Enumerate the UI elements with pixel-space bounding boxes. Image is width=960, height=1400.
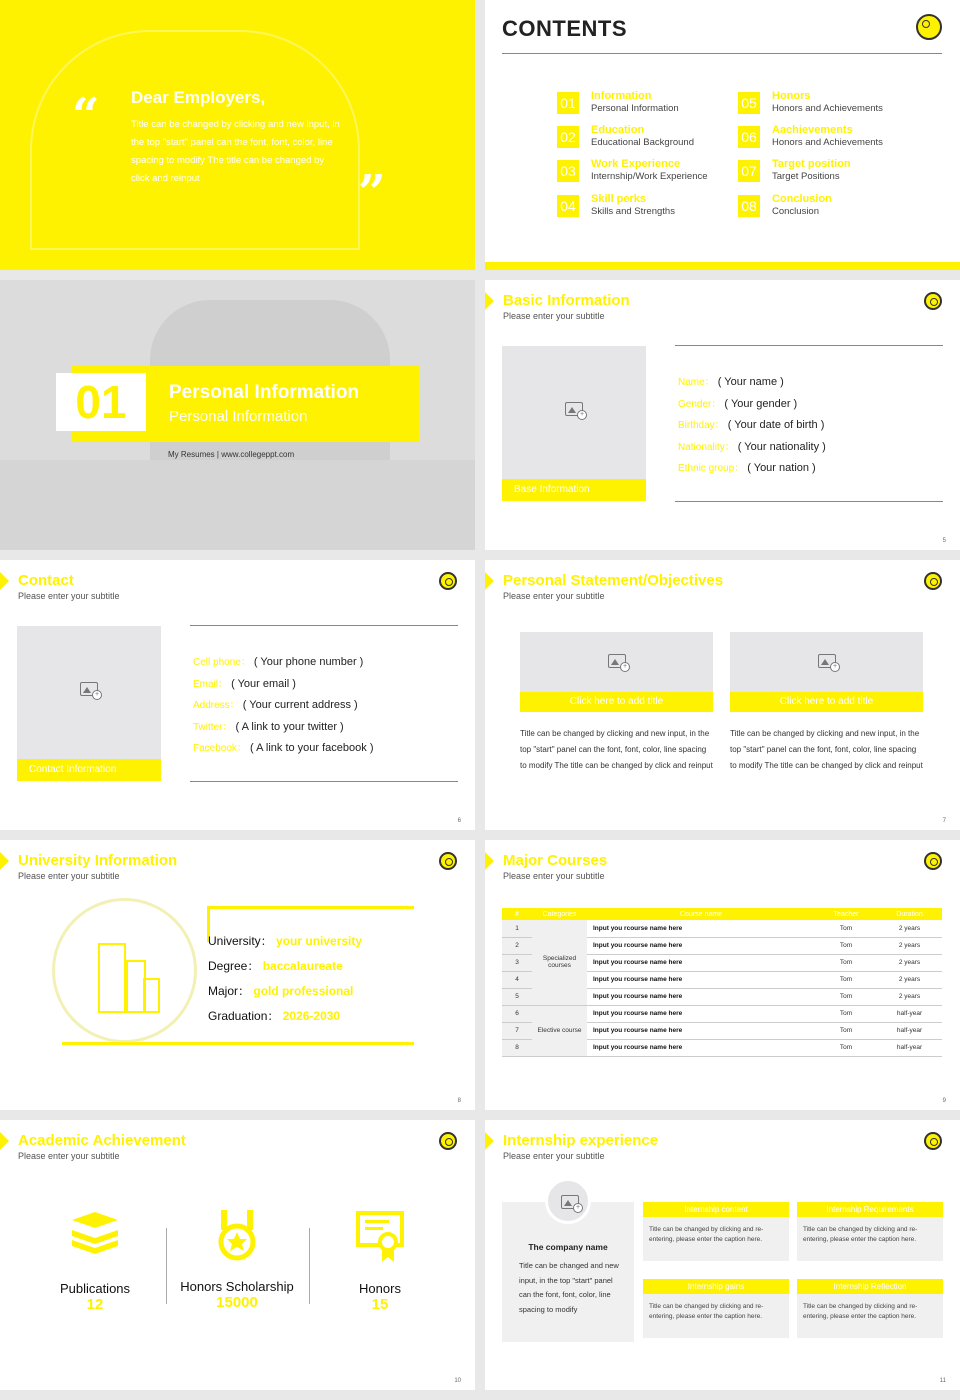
slide-title: Contact — [18, 572, 74, 589]
basic-fields — [678, 372, 868, 480]
col-header: Course name — [587, 908, 815, 920]
achievement-value: 15 — [371, 1296, 389, 1313]
col-header: # — [502, 908, 532, 920]
title-marker-icon — [485, 852, 494, 870]
row-index: 4 — [502, 971, 532, 988]
slide-title: University Information — [18, 852, 178, 869]
rule-top — [207, 906, 414, 909]
footer-bar — [485, 262, 960, 270]
title-marker-icon — [0, 1132, 9, 1150]
statement-title-1[interactable]: Click here to add title — [520, 692, 713, 712]
cover-heading: Dear Employers, — [131, 88, 266, 107]
contents-number: 04 — [557, 195, 579, 217]
university-logo-icon — [439, 852, 457, 870]
duration-cell: half-year — [877, 1039, 942, 1056]
contents-item-subtitle: Skills and Strengths — [591, 206, 675, 217]
contents-item[interactable] — [738, 126, 918, 154]
close-quote-icon: ” — [358, 165, 386, 221]
university-logo-icon — [439, 572, 457, 590]
slide-subtitle: Please enter your subtitle — [503, 871, 605, 881]
field-name: Name： ( Your name ) — [678, 376, 784, 388]
divider-top — [675, 345, 943, 346]
photo-caption: Base Information — [502, 479, 646, 501]
contents-item-subtitle: Honors and Achievements — [772, 137, 883, 148]
statement-text-2: Title can be changed by clicking and new input, in the top "start" panel can the font, font, color, line spacing to modify The title can be changed by click and reinput — [730, 729, 923, 770]
contents-item[interactable] — [557, 92, 737, 120]
contents-number: 07 — [738, 160, 760, 182]
duration-cell: 2 years — [877, 988, 942, 1005]
contents-item[interactable] — [738, 195, 918, 223]
courses-table — [502, 908, 942, 1057]
box-header: Internship Requirements — [797, 1202, 943, 1217]
row-index: 7 — [502, 1022, 532, 1039]
title-marker-icon — [0, 852, 9, 870]
contents-item-title: Skill perks — [591, 193, 647, 205]
building-outline-icon — [143, 978, 160, 1013]
slide-subtitle: Please enter your subtitle — [503, 311, 605, 321]
title-marker-icon — [485, 1132, 494, 1150]
building-outline-icon — [98, 943, 126, 1013]
contents-item[interactable] — [557, 126, 737, 154]
section-footer: My Resumes | www.collegeppt.com — [168, 450, 295, 459]
course-name: Input you rcourse name here — [587, 937, 815, 954]
achievement-scholarship — [167, 1208, 307, 1311]
course-name: Input you rcourse name here — [587, 1022, 815, 1039]
course-name: Input you rcourse name here — [587, 971, 815, 988]
slide-basic-info[interactable] — [485, 280, 960, 550]
teacher-cell: Tom — [815, 920, 877, 937]
achievement-label: Publications — [59, 1281, 131, 1296]
image-placeholder-icon — [608, 654, 626, 668]
field-facebook: Facebook： ( A link to your facebook ) — [193, 742, 374, 754]
university-logo-icon — [924, 572, 942, 590]
page-number: 8 — [457, 1098, 461, 1104]
achievement-label: Honors Scholarship — [180, 1279, 294, 1294]
slide-statement[interactable] — [485, 560, 960, 830]
box-body: Title can be changed by clicking and re-entering, please enter the caption here. — [797, 1294, 943, 1338]
statement-text-1: Title can be changed by clicking and new input, in the top "start" panel can the font, font, color, line spacing to modify The title can be changed by click and reinput — [520, 729, 713, 770]
duration-cell: 2 years — [877, 920, 942, 937]
teacher-cell: Tom — [815, 1005, 877, 1022]
slide-contact[interactable] — [0, 560, 475, 830]
title-marker-icon — [0, 572, 9, 590]
contents-item[interactable] — [738, 92, 918, 120]
university-logo-icon — [924, 1132, 942, 1150]
divider-top — [190, 625, 458, 626]
company-text: Title can be changed and new input, in the top "start" panel can the font, font, color, line spacing to modify — [519, 1261, 619, 1314]
photo-caption: Contact Information — [17, 759, 161, 781]
row-index: 8 — [502, 1039, 532, 1056]
medal-icon — [217, 1208, 257, 1262]
contents-item-title: Conclusion — [772, 193, 832, 205]
box-body: Title can be changed by clicking and re-entering, please enter the caption here. — [797, 1217, 943, 1261]
contents-number: 01 — [557, 92, 579, 114]
books-icon — [68, 1210, 122, 1256]
table-row — [502, 920, 942, 937]
internship-box-requirements — [797, 1202, 943, 1261]
course-name: Input you rcourse name here — [587, 1039, 815, 1056]
box-body: Title can be changed by clicking and re-entering, please enter the caption here. — [643, 1217, 789, 1261]
slide-subtitle: Please enter your subtitle — [18, 1151, 120, 1161]
slide-title: Basic Information — [503, 292, 630, 309]
rule-bottom — [62, 1042, 414, 1045]
field-email: Email： ( Your email ) — [193, 677, 296, 690]
ground-photo — [0, 460, 475, 550]
open-quote-icon: “ — [72, 88, 100, 144]
teacher-cell: Tom — [815, 988, 877, 1005]
slide-internship[interactable] — [485, 1120, 960, 1390]
university-logo-icon — [916, 14, 942, 40]
contents-item-subtitle: Target Positions — [772, 171, 840, 182]
internship-box-gains — [643, 1279, 789, 1338]
teacher-cell: Tom — [815, 937, 877, 954]
achievement-value: 12 — [86, 1296, 104, 1313]
col-header: Teacher — [815, 908, 877, 920]
page-number: 11 — [939, 1378, 946, 1384]
contents-item-title: Education — [591, 124, 645, 136]
contents-item-title: Target position — [772, 158, 851, 170]
box-header: Internship content — [643, 1202, 789, 1217]
duration-cell: 2 years — [877, 937, 942, 954]
row-index: 5 — [502, 988, 532, 1005]
divider — [502, 53, 942, 54]
duration-cell: 2 years — [877, 954, 942, 971]
title-marker-icon — [485, 292, 494, 310]
image-placeholder-icon — [561, 1195, 579, 1209]
page-number: 7 — [942, 818, 946, 824]
teacher-cell: Tom — [815, 954, 877, 971]
contents-item-subtitle: Personal Information — [591, 103, 679, 114]
field-gender: Gender： ( Your gender ) — [678, 397, 798, 410]
field-major: Major： gold professional — [208, 984, 354, 998]
contents-item-subtitle: Educational Background — [591, 137, 694, 148]
achievement-value: 15000 — [216, 1294, 258, 1311]
certificate-icon — [355, 1210, 405, 1264]
field-nationality: Nationality： ( Your nationality ) — [678, 440, 826, 453]
achievement-publications — [25, 1210, 165, 1313]
photo-placeholder[interactable] — [17, 626, 161, 781]
company-name: The company name — [528, 1242, 608, 1252]
field-ethnic: Ethnic group： ( Your nation ) — [678, 462, 816, 474]
achievement-label: Honors — [359, 1281, 401, 1296]
university-logo-icon — [439, 1132, 457, 1150]
course-name: Input you rcourse name here — [587, 920, 815, 937]
divider-bottom — [675, 501, 943, 502]
category-cell: Specialized courses — [532, 920, 587, 1005]
slide-academic[interactable] — [0, 1120, 475, 1390]
slide-title: Internship experience — [503, 1132, 659, 1149]
contents-item[interactable] — [738, 160, 918, 188]
category-cell: Elective course — [532, 1005, 587, 1056]
contents-item-title: Work Experience — [591, 158, 681, 170]
contents-item[interactable] — [557, 160, 737, 188]
table-header-row — [502, 908, 942, 920]
contents-item-subtitle: Honors and Achievements — [772, 103, 883, 114]
internship-box-reflection — [797, 1279, 943, 1338]
image-placeholder-icon — [80, 682, 98, 696]
page-number: 5 — [942, 538, 946, 544]
course-name: Input you rcourse name here — [587, 1005, 815, 1022]
row-index: 1 — [502, 920, 532, 937]
contents-item-title: Aachievements — [772, 124, 853, 136]
section-subtitle: Personal Information — [169, 408, 308, 425]
field-graduation: Graduation： 2026-2030 — [208, 1009, 341, 1023]
field-cell-phone: Cell phone： ( Your phone number ) — [193, 656, 364, 668]
slide-courses[interactable] — [485, 840, 960, 1110]
slide-section-01[interactable] — [0, 280, 475, 550]
duration-cell: 2 years — [877, 971, 942, 988]
internship-box-content — [643, 1202, 789, 1261]
contents-item-title: Information — [591, 90, 652, 102]
slide-contents[interactable] — [485, 0, 960, 270]
page-number: 6 — [457, 818, 461, 824]
statement-image-1[interactable] — [520, 632, 713, 712]
field-address: Address： ( Your current address ) — [193, 699, 358, 711]
slide-title: Academic Achievement — [18, 1132, 186, 1149]
box-header: Internship Reflection — [797, 1279, 943, 1294]
course-name: Input you rcourse name here — [587, 954, 815, 971]
slide-subtitle: Please enter your subtitle — [503, 1151, 605, 1161]
row-index: 3 — [502, 954, 532, 971]
col-header: Categories — [532, 908, 587, 920]
contents-item-subtitle: Internship/Work Experience — [591, 171, 708, 182]
slide-subtitle: Please enter your subtitle — [18, 591, 120, 601]
duration-cell: half-year — [877, 1022, 942, 1039]
section-number: 01 — [56, 373, 146, 431]
image-placeholder-icon — [818, 654, 836, 668]
slide-cover[interactable] — [0, 0, 475, 270]
row-index: 2 — [502, 937, 532, 954]
table-row — [502, 1005, 942, 1022]
field-degree: Degree： baccalaureate — [208, 959, 343, 973]
page-number: 10 — [454, 1378, 461, 1384]
field-university: University： your university — [208, 934, 363, 948]
slide-subtitle: Please enter your subtitle — [503, 591, 605, 601]
field-birthday: Birthday： ( Your date of birth ) — [678, 419, 825, 431]
slide-university[interactable] — [0, 840, 475, 1110]
col-header: Duration — [877, 908, 942, 920]
slide-title: Personal Statement/Objectives — [503, 572, 724, 589]
title-marker-icon — [485, 572, 494, 590]
teacher-cell: Tom — [815, 971, 877, 988]
section-title: Personal Information — [169, 382, 360, 403]
slide-subtitle: Please enter your subtitle — [18, 871, 120, 881]
university-logo-icon — [924, 292, 942, 310]
teacher-cell: Tom — [815, 1039, 877, 1056]
contents-number: 05 — [738, 92, 760, 114]
page-number: 9 — [942, 1098, 946, 1104]
course-name: Input you rcourse name here — [587, 988, 815, 1005]
box-body: Title can be changed by clicking and re-entering, please enter the caption here. — [643, 1294, 789, 1338]
statement-image-2[interactable] — [730, 632, 923, 712]
contents-number: 02 — [557, 126, 579, 148]
contents-title: CONTENTS — [502, 16, 627, 41]
university-fields — [208, 929, 362, 1029]
contents-number: 06 — [738, 126, 760, 148]
divider-bottom — [190, 781, 458, 782]
statement-title-2[interactable]: Click here to add title — [730, 692, 923, 712]
field-twitter: Twitter： ( A link to your twitter ) — [193, 720, 344, 733]
company-avatar[interactable] — [545, 1178, 591, 1224]
photo-placeholder[interactable] — [502, 346, 646, 501]
contents-item[interactable] — [557, 195, 737, 223]
contents-number: 03 — [557, 160, 579, 182]
contents-item-subtitle: Conclusion — [772, 206, 819, 217]
university-logo-icon — [924, 852, 942, 870]
achievement-honors — [310, 1210, 450, 1313]
contents-number: 08 — [738, 195, 760, 217]
teacher-cell: Tom — [815, 1022, 877, 1039]
slide-title: Major Courses — [503, 852, 608, 869]
image-placeholder-icon — [565, 402, 583, 416]
courses-body — [502, 920, 942, 1056]
box-header: Internship gains — [643, 1279, 789, 1294]
contents-item-title: Honors — [772, 90, 811, 102]
row-index: 6 — [502, 1005, 532, 1022]
cover-body: Title can be changed by clicking and new input, in the top "start" panel can the font, font, color, line spacing to modify The title can be changed by click and reinput — [131, 119, 340, 184]
contact-fields — [193, 652, 458, 760]
duration-cell: half-year — [877, 1005, 942, 1022]
